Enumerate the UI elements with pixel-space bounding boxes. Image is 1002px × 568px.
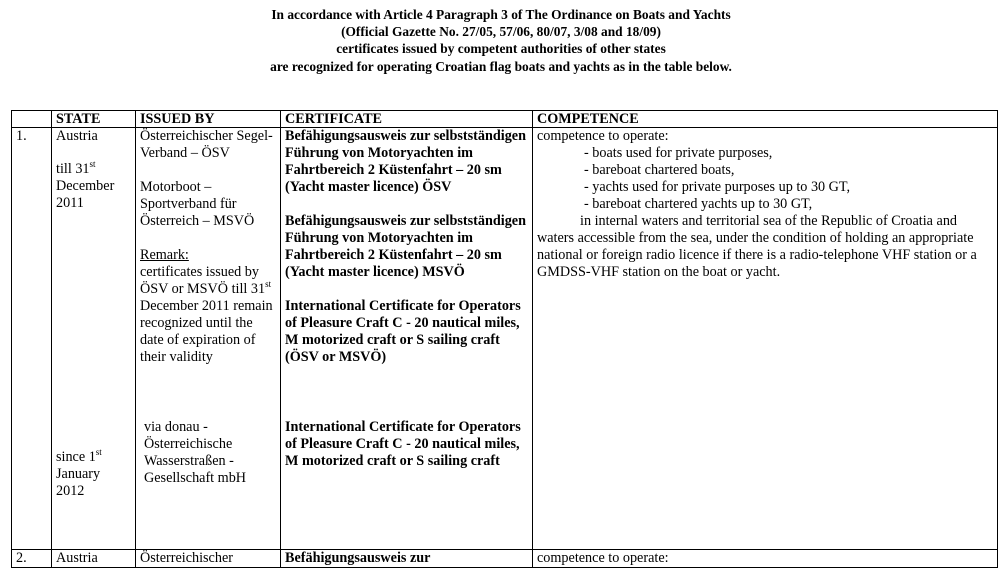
competence-item: - yachts used for private purposes up to 30 GT, bbox=[584, 179, 851, 195]
header-line-4: are recognized for operating Croatian flag boats and yachts as in the table below. bbox=[270, 58, 732, 74]
competence-item: - bareboat chartered boats, bbox=[584, 162, 735, 178]
table-row bbox=[12, 550, 998, 568]
remark-text: certificates issued by ÖSV or MSVÖ till 31st December 2011 remain recognized until the date of expiration of their validity bbox=[140, 264, 273, 365]
header-line-2: (Official Gazette No. 27/05, 57/06, 80/07, 3/08 and 18/09) bbox=[341, 24, 661, 40]
recognition-table bbox=[11, 110, 998, 568]
validity-period-2: since 1st January 2012 bbox=[56, 447, 102, 499]
certificate-icc-2: International Certificate for Operators of Pleasure Craft C - 20 nautical miles, M motorized craft or S sailing craft bbox=[285, 419, 521, 469]
issuer-osv: Österreichischer Segel-Verband – ÖSV bbox=[140, 128, 273, 161]
column-header-number bbox=[12, 111, 52, 128]
row-number: 1. bbox=[12, 128, 52, 550]
header-line-3: certificates issued by competent authorities of other states bbox=[336, 41, 666, 57]
certificate-icc-1: International Certificate for Operators of Pleasure Craft C - 20 nautical miles, M motorized craft or S sailing craft bbox=[285, 298, 521, 348]
row-number: 2. bbox=[12, 550, 52, 568]
issuer-cell bbox=[136, 128, 281, 550]
column-header-state: STATE bbox=[52, 111, 136, 128]
certificate-osv: Befähigungsausweis zur selbstständigen Führung von Motoryachten im Fahrtbereich 2 Küstenfahrt – 20 sm (Yacht master licence) ÖSV bbox=[285, 128, 526, 195]
column-header-certificate: CERTIFICATE bbox=[281, 111, 533, 128]
competence-item: - boats used for private purposes, bbox=[584, 145, 773, 161]
table-row bbox=[12, 128, 998, 550]
competence-text: in internal waters and territorial sea of the Republic of Croatia and waters accessible from the sea, under the condition of holding an appropriate national or foreign radio licence if there is a radio-telephone VHF station or a GMDSS-VHF station on the boat or yacht. bbox=[537, 213, 977, 280]
header-line-1: In accordance with Article 4 Paragraph 3 of The Ordinance on Boats and Yachts bbox=[271, 7, 731, 22]
remark-label: Remark: bbox=[140, 247, 189, 263]
state-cell bbox=[52, 128, 136, 550]
table-header-row bbox=[12, 111, 998, 128]
competence-intro: competence to operate: bbox=[537, 128, 669, 144]
certificate-cell bbox=[281, 128, 533, 550]
certificate-icc-1-issuers: (ÖSV or MSVÖ) bbox=[285, 349, 387, 365]
competence-item: - bareboat chartered yachts up to 30 GT, bbox=[584, 196, 813, 212]
column-header-issued-by: ISSUED BY bbox=[136, 111, 281, 128]
validity-period-1: till 31st December 2011 bbox=[56, 159, 115, 211]
certificate-msvo: Befähigungsausweis zur selbstständigen Führung von Motoryachten im Fahrtbereich 2 Küstenfahrt – 20 sm (Yacht master licence) MSVÖ bbox=[285, 213, 526, 280]
certificate-cell: Befähigungsausweis zur bbox=[281, 550, 533, 568]
state-cell: Austria bbox=[52, 550, 136, 568]
issuer-cell: Österreichischer bbox=[136, 550, 281, 568]
competence-cell bbox=[533, 128, 998, 550]
issuer-msvo: Motorboot – Sportverband für Österreich – MSVÖ bbox=[140, 179, 255, 229]
column-header-competence: COMPETENCE bbox=[533, 111, 998, 128]
competence-cell: competence to operate: bbox=[533, 550, 998, 568]
document-header bbox=[0, 6, 1002, 75]
state-name: Austria bbox=[56, 128, 98, 144]
issuer-via-donau: via donau - Österreichische Wasserstraßen - Gesellschaft mbH bbox=[144, 419, 247, 486]
